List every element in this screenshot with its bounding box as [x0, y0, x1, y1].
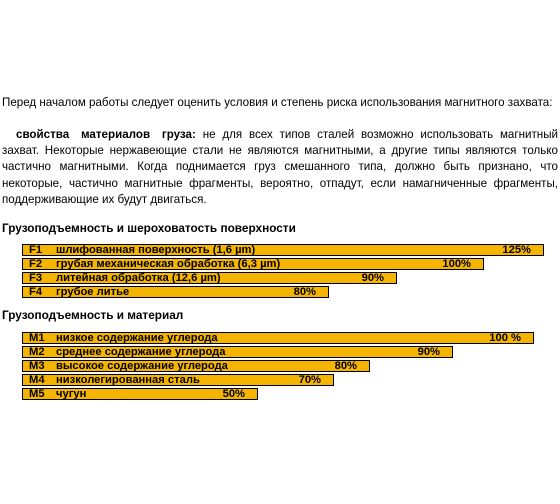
bar-code: F2 [29, 258, 43, 270]
bar-code: F3 [29, 272, 43, 284]
bar-code: F1 [29, 244, 43, 256]
material-properties-paragraph [2, 127, 558, 208]
bar-m3 [22, 360, 370, 372]
bar-label: шлифованная поверхность (1,6 µm) [56, 244, 256, 256]
bar-code: F4 [29, 286, 43, 298]
bar-value: 100 % [489, 332, 521, 344]
bar-value: 50% [222, 388, 245, 400]
bar-code: M4 [29, 374, 45, 386]
bar-label: грубое литье [56, 286, 130, 298]
bar-value: 90% [361, 272, 384, 284]
bar-value: 80% [334, 360, 357, 372]
properties-term: свойства материалов груза: [16, 128, 196, 141]
bar-code: M1 [29, 332, 45, 344]
material-heading: Грузоподъемность и материал [2, 308, 184, 322]
bar-code: M5 [29, 388, 45, 400]
bar-value: 100% [442, 258, 471, 270]
bar-code: M2 [29, 346, 45, 358]
bar-m2 [22, 346, 453, 358]
bar-f4 [22, 286, 329, 298]
bar-label: низкое содержание углерода [56, 332, 218, 344]
bar-value: 70% [298, 374, 321, 386]
bar-label: грубая механическая обработка (6,3 µm) [56, 258, 281, 270]
bar-m5 [22, 388, 258, 400]
bar-label: среднее содержание углерода [56, 346, 226, 358]
bar-label: низколегированная сталь [56, 374, 200, 386]
intro-text: Перед началом работы следует оценить условия и степень риска использования магнитного захвата: [2, 96, 553, 109]
bar-m1 [22, 332, 534, 344]
bar-code: M3 [29, 360, 45, 372]
surface-heading: Грузоподъемность и шероховатость поверхности [2, 221, 296, 235]
bar-value: 125% [502, 244, 531, 256]
bar-f3 [22, 272, 397, 284]
bar-value: 90% [417, 346, 440, 358]
bar-label: литейная обработка (12,6 µm) [56, 272, 221, 284]
bar-label: высокое содержание углерода [56, 360, 228, 372]
bar-f2 [22, 258, 484, 270]
properties-text: не для всех типов сталей возможно использовать магнитный захват. Некоторые нержавеющие стали не являются магнитными, а другие типы являются только частично магнитными. Когда поднимается груз смешанного типа, должно быть признано, что некоторые, частично магнитные фрагменты, вероятно, отпадут, если намагниченные фрагменты, поддерживающие их будут двигаться. [2, 128, 558, 206]
bar-f1 [22, 244, 544, 256]
bar-m4 [22, 374, 334, 386]
bar-value: 80% [293, 286, 316, 298]
bar-label: чугун [56, 388, 87, 400]
